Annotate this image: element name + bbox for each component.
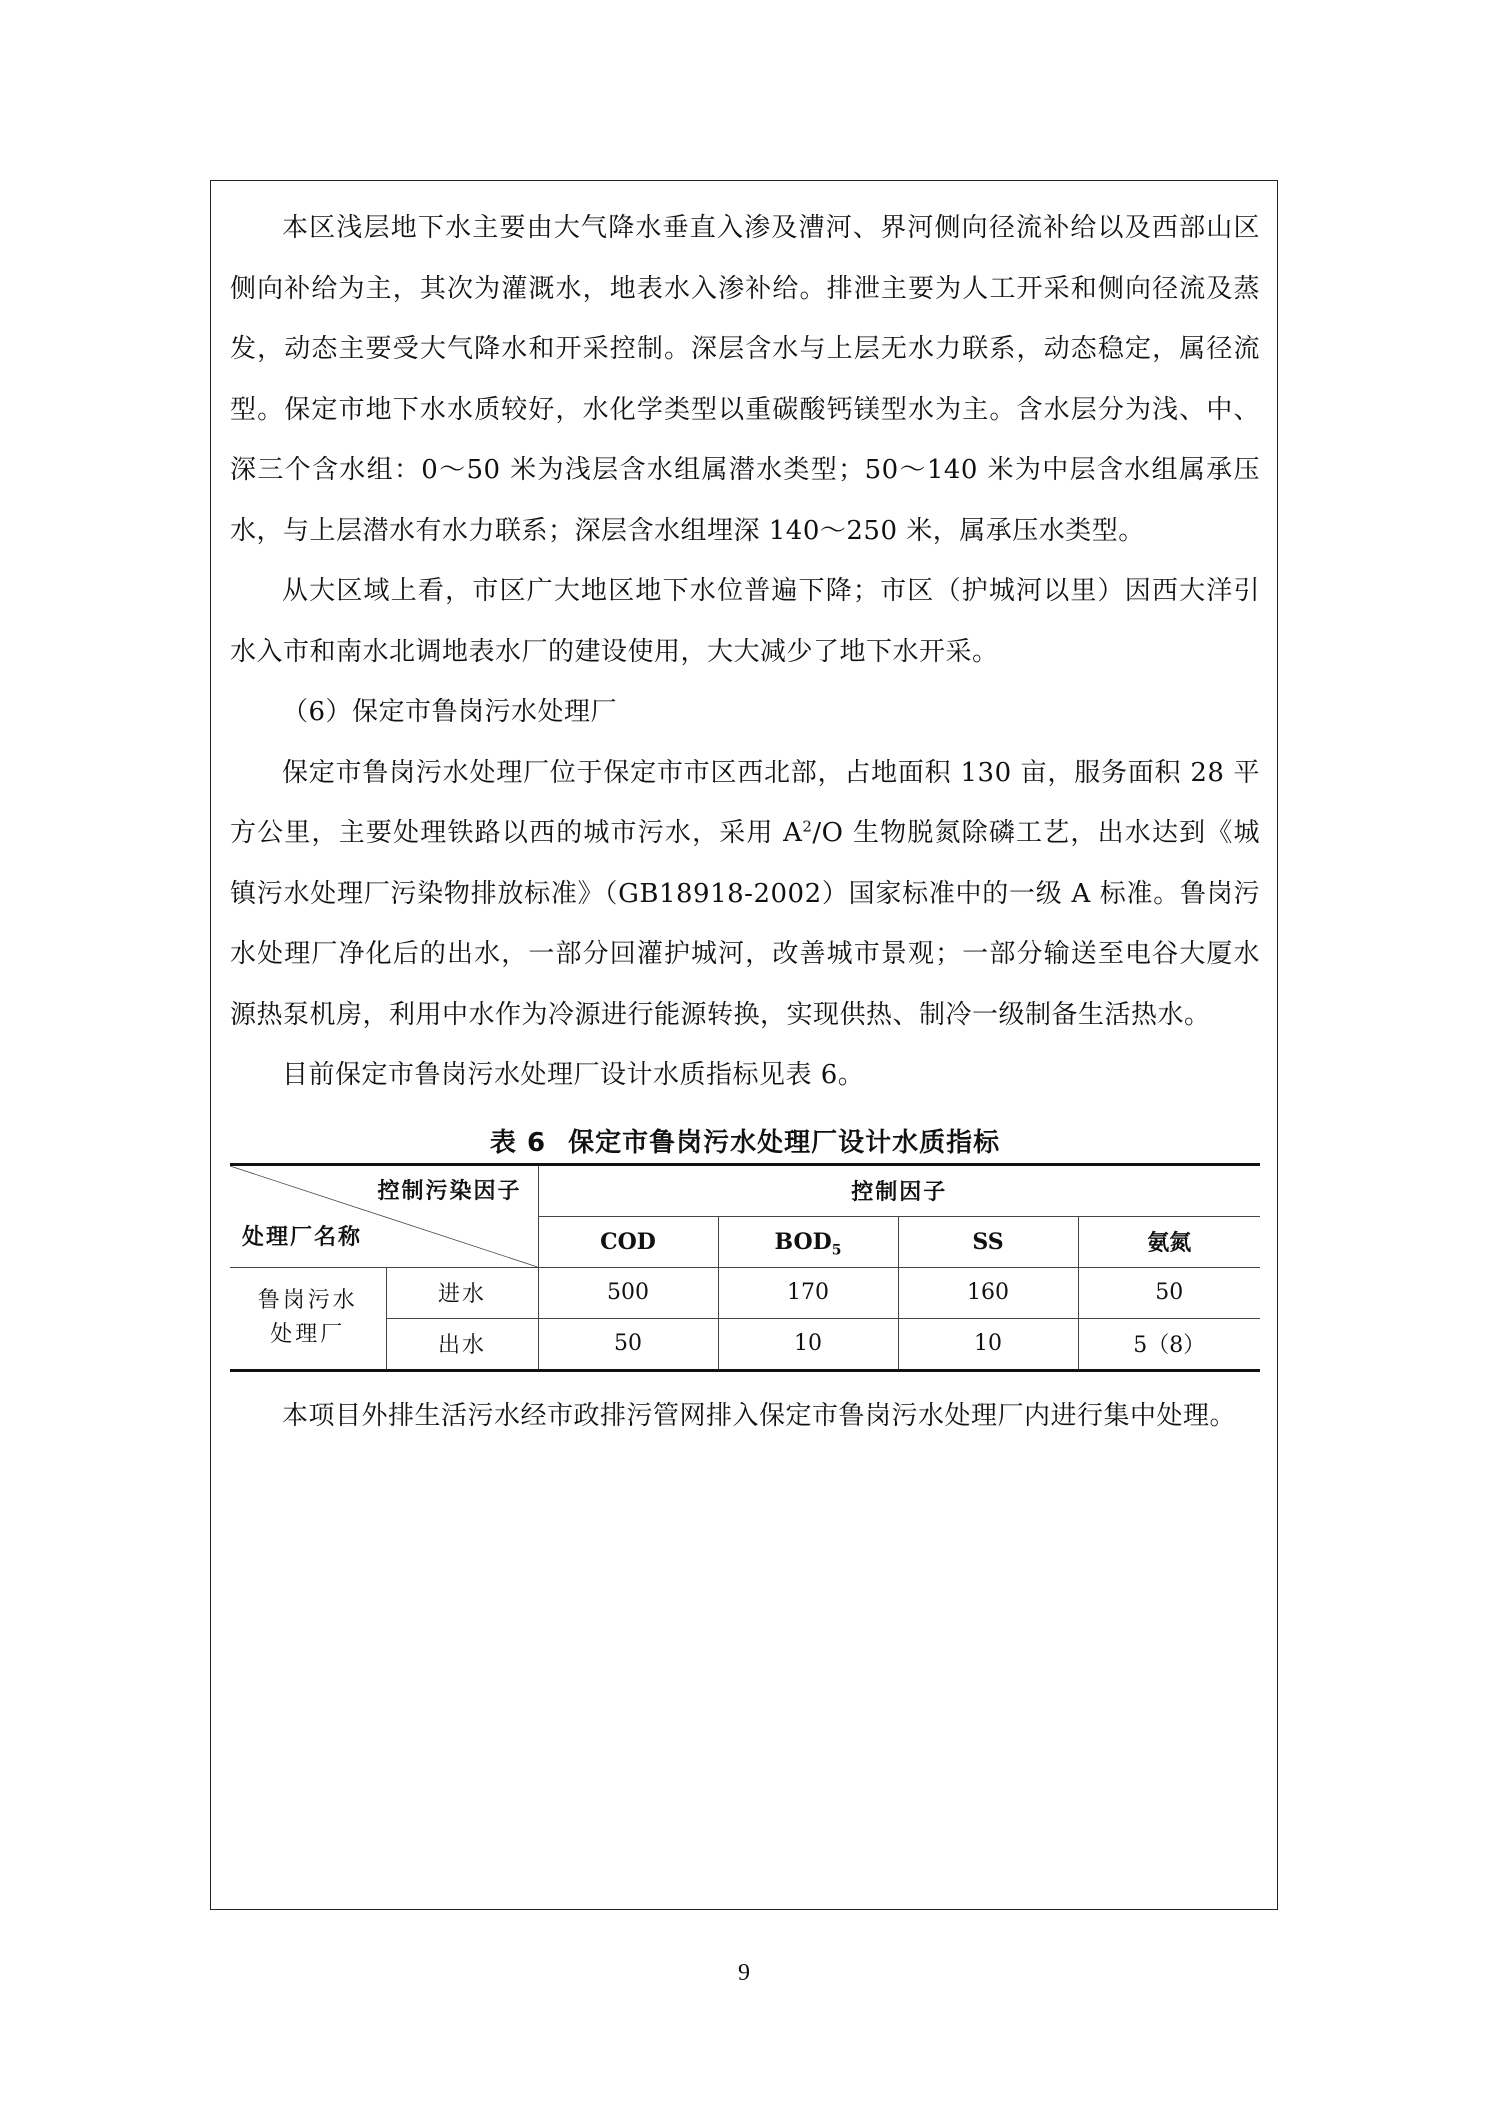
- table-row-influent: [230, 1267, 1260, 1318]
- influent-ss: 160: [898, 1267, 1078, 1318]
- plant-text-b: /O 生物脱氮除磷工艺，出水达到《城镇污水处理厂污染物排放标准》（GB18918-2002）国家标准中的一级 A 标准。鲁岗污水处理厂净化后的出水，一部分回灌护城河，改善城市景观；一部分输送至电谷大厦水源热泵机房，利用中水作为冷源进行能源转换，实现供热、制冷一级制备生活热水。: [230, 818, 1260, 1030]
- column-header-bod5: [718, 1216, 898, 1267]
- corner-label-factor: 控制污染因子: [377, 1177, 522, 1204]
- table-header-row: [230, 1164, 1260, 1216]
- row-label-influent: 进水: [386, 1267, 538, 1318]
- plant-text-superscript: 2: [802, 817, 813, 836]
- column-header-ammonia: 氨氮: [1078, 1216, 1260, 1267]
- plant-name-cell: [230, 1267, 386, 1370]
- influent-cod: 500: [538, 1267, 718, 1318]
- paragraph-water-level: 从大区域上看，市区广大地区地下水位普遍下降；市区（护城河以里）因西大洋引水入市和南水北调地表水厂的建设使用，大大减少了地下水开采。: [230, 576, 1260, 667]
- corner-label-plant: 处理厂名称: [242, 1223, 363, 1250]
- paragraph-plant-description: [230, 743, 1260, 1046]
- column-header-cod: COD: [538, 1216, 718, 1267]
- effluent-ss: 10: [898, 1318, 1078, 1370]
- influent-ammonia: 50: [1078, 1267, 1260, 1318]
- column-header-ss: SS: [898, 1216, 1078, 1267]
- table-caption-title: 保定市鲁岗污水处理厂设计水质指标: [568, 1127, 1001, 1158]
- section-heading: （6）保定市鲁岗污水处理厂: [282, 697, 618, 727]
- paragraph-table-reference: 目前保定市鲁岗污水处理厂设计水质指标见表 6。: [282, 1060, 865, 1090]
- effluent-bod5: 10: [718, 1318, 898, 1370]
- effluent-cod: 50: [538, 1318, 718, 1370]
- plant-name-line-2: 处理厂: [270, 1322, 346, 1347]
- table-caption-number: 表 6: [489, 1127, 547, 1158]
- row-label-effluent: 出水: [386, 1318, 538, 1370]
- effluent-ammonia: 5（8）: [1078, 1318, 1260, 1370]
- water-quality-table: [230, 1163, 1260, 1372]
- paragraph-groundwater: 本区浅层地下水主要由大气降水垂直入渗及漕河、界河侧向径流补给以及西部山区侧向补给为主，其次为灌溉水，地表水入渗补给。排泄主要为人工开采和侧向径流及蒸发，动态主要受大气降水和开采控制。深层含水与上层无水力联系，动态稳定，属径流型。保定市地下水水质较好，水化学类型以重碳酸钙镁型水为主。含水层分为浅、中、深三个含水组：0～50 米为浅层含水组属潜水类型；50～140 米为中层含水组属承压水，与上层潜水有水力联系；深层含水组埋深 140～250 米，属承压水类型。: [230, 213, 1260, 546]
- page-number: 9: [738, 1960, 750, 1986]
- group-header-control-factor: 控制因子: [538, 1164, 1260, 1216]
- bod-label: BOD: [774, 1228, 832, 1255]
- paragraph-discharge: 本项目外排生活污水经市政排污管网排入保定市鲁岗污水处理厂内进行集中处理。: [282, 1400, 1237, 1431]
- table-caption: [230, 1122, 1260, 1159]
- table-corner-cell: [230, 1164, 538, 1267]
- influent-bod5: 170: [718, 1267, 898, 1318]
- document-body: [230, 198, 1260, 1446]
- bod-subscript: 5: [831, 1241, 842, 1258]
- plant-text-a: 保定市鲁岗污水处理厂位于保定市市区西北部，占地面积 130 亩，服务面积 28 平方公里，主要处理铁路以西的城市污水，采用 A: [230, 757, 1260, 848]
- plant-name-line-1: 鲁岗污水: [257, 1288, 358, 1313]
